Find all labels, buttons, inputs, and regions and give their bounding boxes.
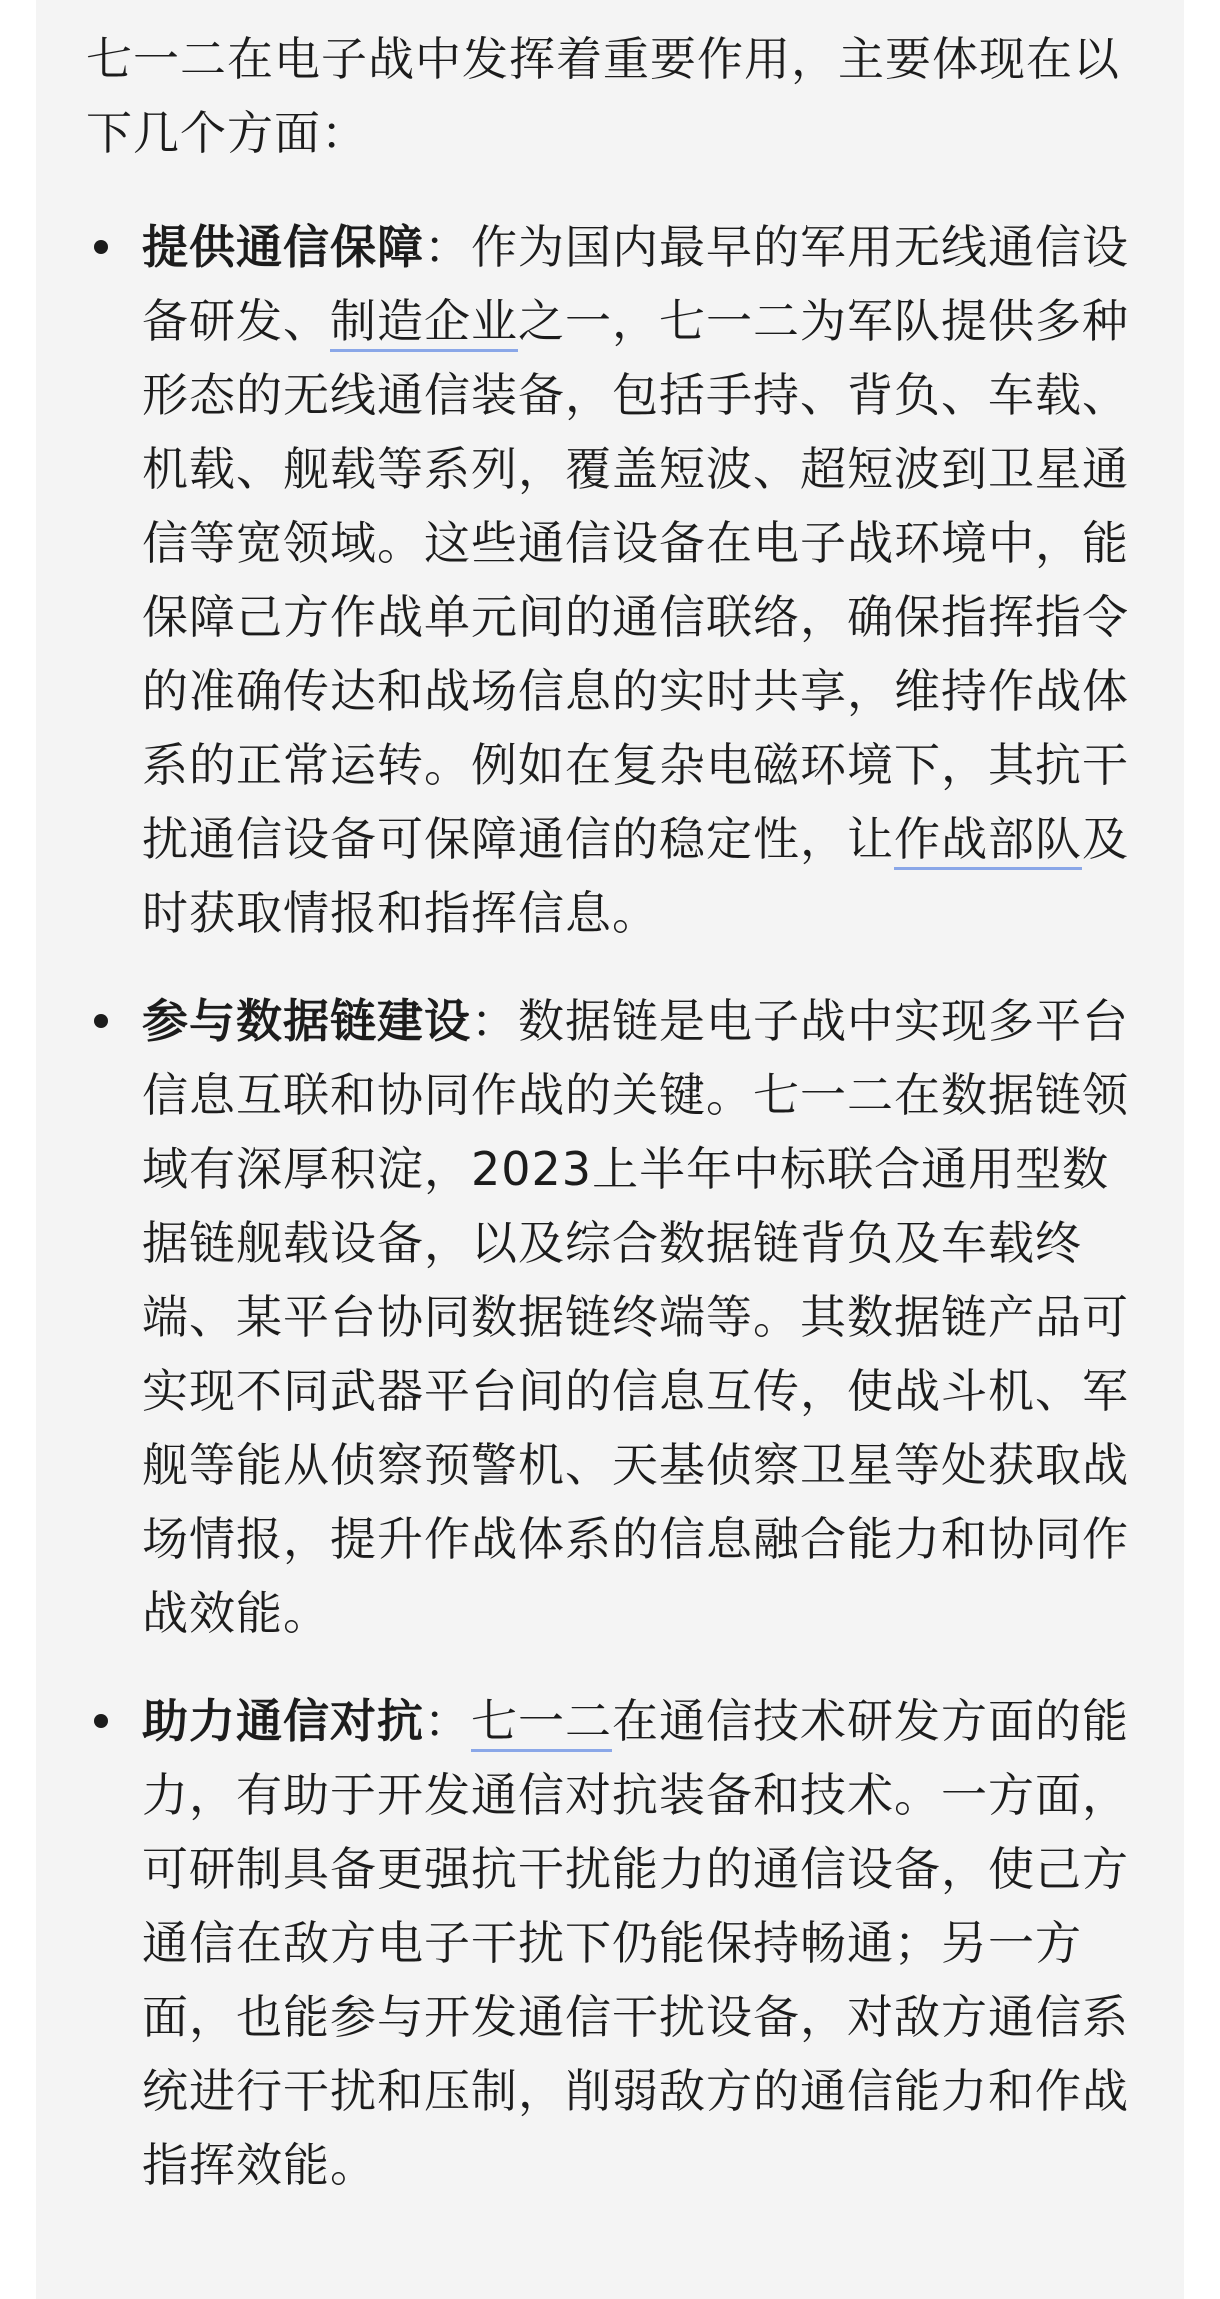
title-separator: ： [424, 220, 471, 274]
bullet-title: 参与数据链建设 [142, 994, 471, 1048]
bullet-item-data-link [86, 984, 1156, 1650]
bullet-list [86, 210, 1156, 2202]
bullet-text: 之一，七一二为军队提供多种形态的无线通信装备，包括手持、背负、车载、机载、舰载等系列，覆盖短波、超短波到卫星通信等宽领域。这些通信设备在电子战环境中，能保障己方作战单元间的通信联络，确保指挥指令的准确传达和战场信息的实时共享，维持作战体系的正常运转。例如在复杂电磁环境下，其抗干扰通信设备可保障通信的稳定性，让 [142, 294, 1129, 866]
bullet-title: 助力通信对抗 [142, 1694, 424, 1748]
bullet-item-communication-countermeasure [86, 1684, 1156, 2202]
bullet-text: 在通信技术研发方面的能力，有助于开发通信对抗装备和技术。一方面，可研制具备更强抗干扰能力的通信设备，使己方通信在敌方电子干扰下仍能保持畅通；另一方面，也能参与开发通信干扰设备，对敌方通信系统进行干扰和压制，削弱敌方的通信能力和作战指挥效能。 [142, 1694, 1129, 2192]
link-manufacturing-enterprise[interactable]: 制造企业 [330, 294, 518, 352]
intro-paragraph: 七一二在电子战中发挥着重要作用，主要体现在以下几个方面： [86, 32, 1120, 160]
bullet-text: 数据链是电子战中实现多平台信息互联和协同作战的关键。七一二在数据链领域有深厚积淀，2023上半年中标联合通用型数据链舰载设备，以及综合数据链背负及车载终端、某平台协同数据链终端等。其数据链产品可实现不同武器平台间的信息互传，使战斗机、军舰等能从侦察预警机、天基侦察卫星等处获取战场情报，提升作战体系的信息融合能力和协同作战效能。 [142, 994, 1129, 1640]
bullet-title: 提供通信保障 [142, 220, 424, 274]
link-712[interactable]: 七一二 [471, 1694, 612, 1752]
link-combat-troops[interactable]: 作战部队 [894, 812, 1082, 870]
bullet-text: 作为国内最早的军用无线通信设备研发、 [142, 220, 1129, 348]
bullet-item-communication-support [86, 210, 1156, 950]
title-separator: ： [471, 994, 518, 1048]
answer-card [36, 0, 1184, 2299]
answer-content [86, 22, 1156, 2236]
title-separator: ： [424, 1694, 471, 1748]
bullet-text: 及时获取情报和指挥信息。 [142, 812, 1129, 940]
